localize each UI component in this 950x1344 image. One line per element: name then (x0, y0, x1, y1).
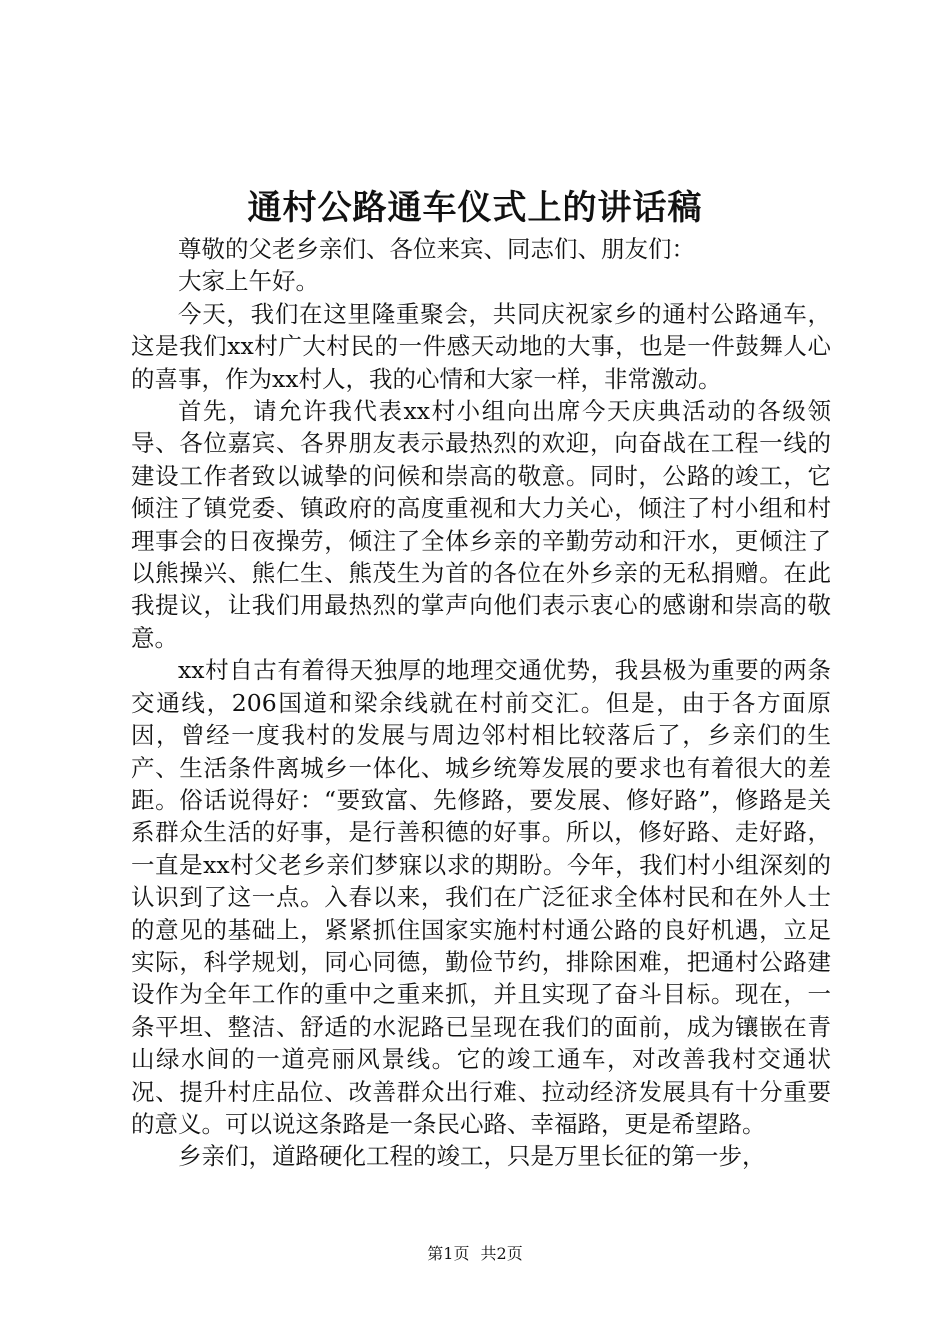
page-total: 共2页 (480, 1244, 523, 1263)
paragraph: 乡亲们，道路硬化工程的竣工，只是万里长征的第一步， (178, 1142, 766, 1171)
paragraph: 首先，请允许我代表xx村小组向出席今天庆典活动的各级领导、各位嘉宾、各界朋友表示最热烈的欢迎，向奋战在工程一线的建设工作者致以诚挚的问候和崇高的敬意。同时，公路的竣工，它倾注了镇党委、镇政府的高度重视和大力关心，倾注了村小组和村理事会的日夜操劳，倾注了全体乡亲的辛勤劳动和汗水，更倾注了以熊操兴、熊仁生、熊茂生为首的各位在外乡亲的无私捐赠。在此我提议，让我们用最热烈的掌声向他们表示衷心的感谢和崇高的敬意。 (131, 397, 831, 652)
document-body (131, 233, 831, 1173)
paragraph-greeting: 大家上午好。 (178, 267, 319, 296)
page-footer (0, 1243, 950, 1265)
page-number: 第1页 (427, 1244, 470, 1263)
paragraph-salutation: 尊敬的父老乡亲们、各位来宾、同志们、朋友们： (178, 235, 695, 263)
page-title: 通村公路通车仪式上的讲话稿 (247, 188, 703, 228)
paragraph: 今天，我们在这里隆重聚会，共同庆祝家乡的通村公路通车，这是我们xx村广大村民的一件感天动地的大事，也是一件鼓舞人心的喜事，作为xx村人，我的心情和大家一样，非常激动。 (131, 299, 831, 393)
paragraph: xx村自古有着得天独厚的地理交通优势，我县极为重要的两条交通线，206国道和梁余线就在村前交汇。但是，由于各方面原因，曾经一度我村的发展与周边邻村相比较落后了，乡亲们的生产、生活条件离城乡一体化、城乡统筹发展的要求也有着很大的差距。俗话说得好：“要致富、先修路，要发展、修好路”，修路是关系群众生活的好事，是行善积德的好事。所以，修好路、走好路，一直是xx村父老乡亲们梦寐以求的期盼。今年，我们村小组深刻的认识到了这一点。入春以来，我们在广泛征求全体村民和在外人士的意见的基础上，紧紧抓住国家实施村村通公路的良好机遇，立足实际，科学规划，同心同德，勤俭节约，排除困难，把通村公路建设作为全年工作的重中之重来抓，并且实现了奋斗目标。现在，一条平坦、整洁、舒适的水泥路已呈现在我们的面前，成为镶嵌在青山绿水间的一道亮丽风景线。它的竣工通车，对改善我村交通状况、提升村庄品位、改善群众出行难、拉动经济发展具有十分重要的意义。可以说这条路是一条民心路、幸福路，更是希望路。 (131, 656, 831, 1138)
